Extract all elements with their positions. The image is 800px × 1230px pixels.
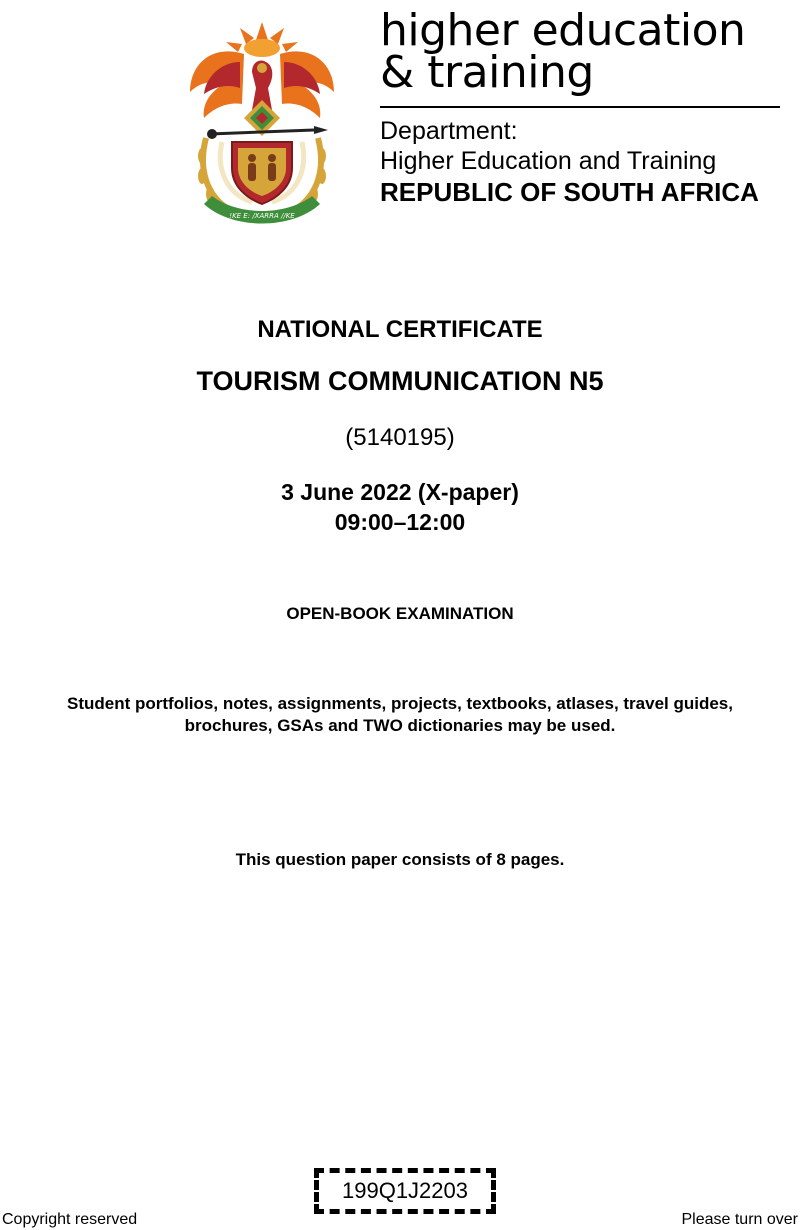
header-divider bbox=[380, 106, 780, 108]
allowed-materials bbox=[0, 693, 800, 737]
page-count-note: This question paper consists of 8 pages. bbox=[235, 850, 565, 869]
subject-title: TOURISM COMMUNICATION N5 bbox=[196, 366, 604, 396]
department-name: Higher Education and Training bbox=[380, 147, 717, 175]
department-label: Department: bbox=[380, 117, 518, 145]
crest-motto: !KE E: /XARRA //KE bbox=[229, 212, 295, 220]
department-header bbox=[380, 5, 790, 208]
allowed-materials-line-1: Student portfolios, notes, assignments, projects, textbooks, atlases, travel guides, bbox=[67, 694, 733, 713]
brand-line-2: & training bbox=[380, 47, 594, 98]
certificate-title: NATIONAL CERTIFICATE bbox=[257, 316, 543, 343]
exam-date-time bbox=[0, 477, 800, 537]
coat-of-arms-icon bbox=[182, 18, 342, 230]
copyright-note: Copyright reserved bbox=[2, 1211, 138, 1228]
exam-date: 3 June 2022 (X-paper) bbox=[281, 479, 519, 505]
allowed-materials-line-2: brochures, GSAs and TWO dictionaries may be used. bbox=[184, 716, 616, 735]
paper-id: 199Q1J2203 bbox=[342, 1178, 468, 1203]
country-name: REPUBLIC OF SOUTH AFRICA bbox=[380, 177, 759, 207]
brand-line-1: higher education bbox=[380, 5, 746, 56]
exam-type: OPEN-BOOK EXAMINATION bbox=[286, 604, 514, 623]
paper-id-box bbox=[314, 1168, 496, 1214]
subject-code: (5140195) bbox=[345, 424, 455, 451]
exam-time: 09:00–12:00 bbox=[334, 509, 466, 535]
turn-over-note: Please turn over bbox=[681, 1211, 798, 1228]
